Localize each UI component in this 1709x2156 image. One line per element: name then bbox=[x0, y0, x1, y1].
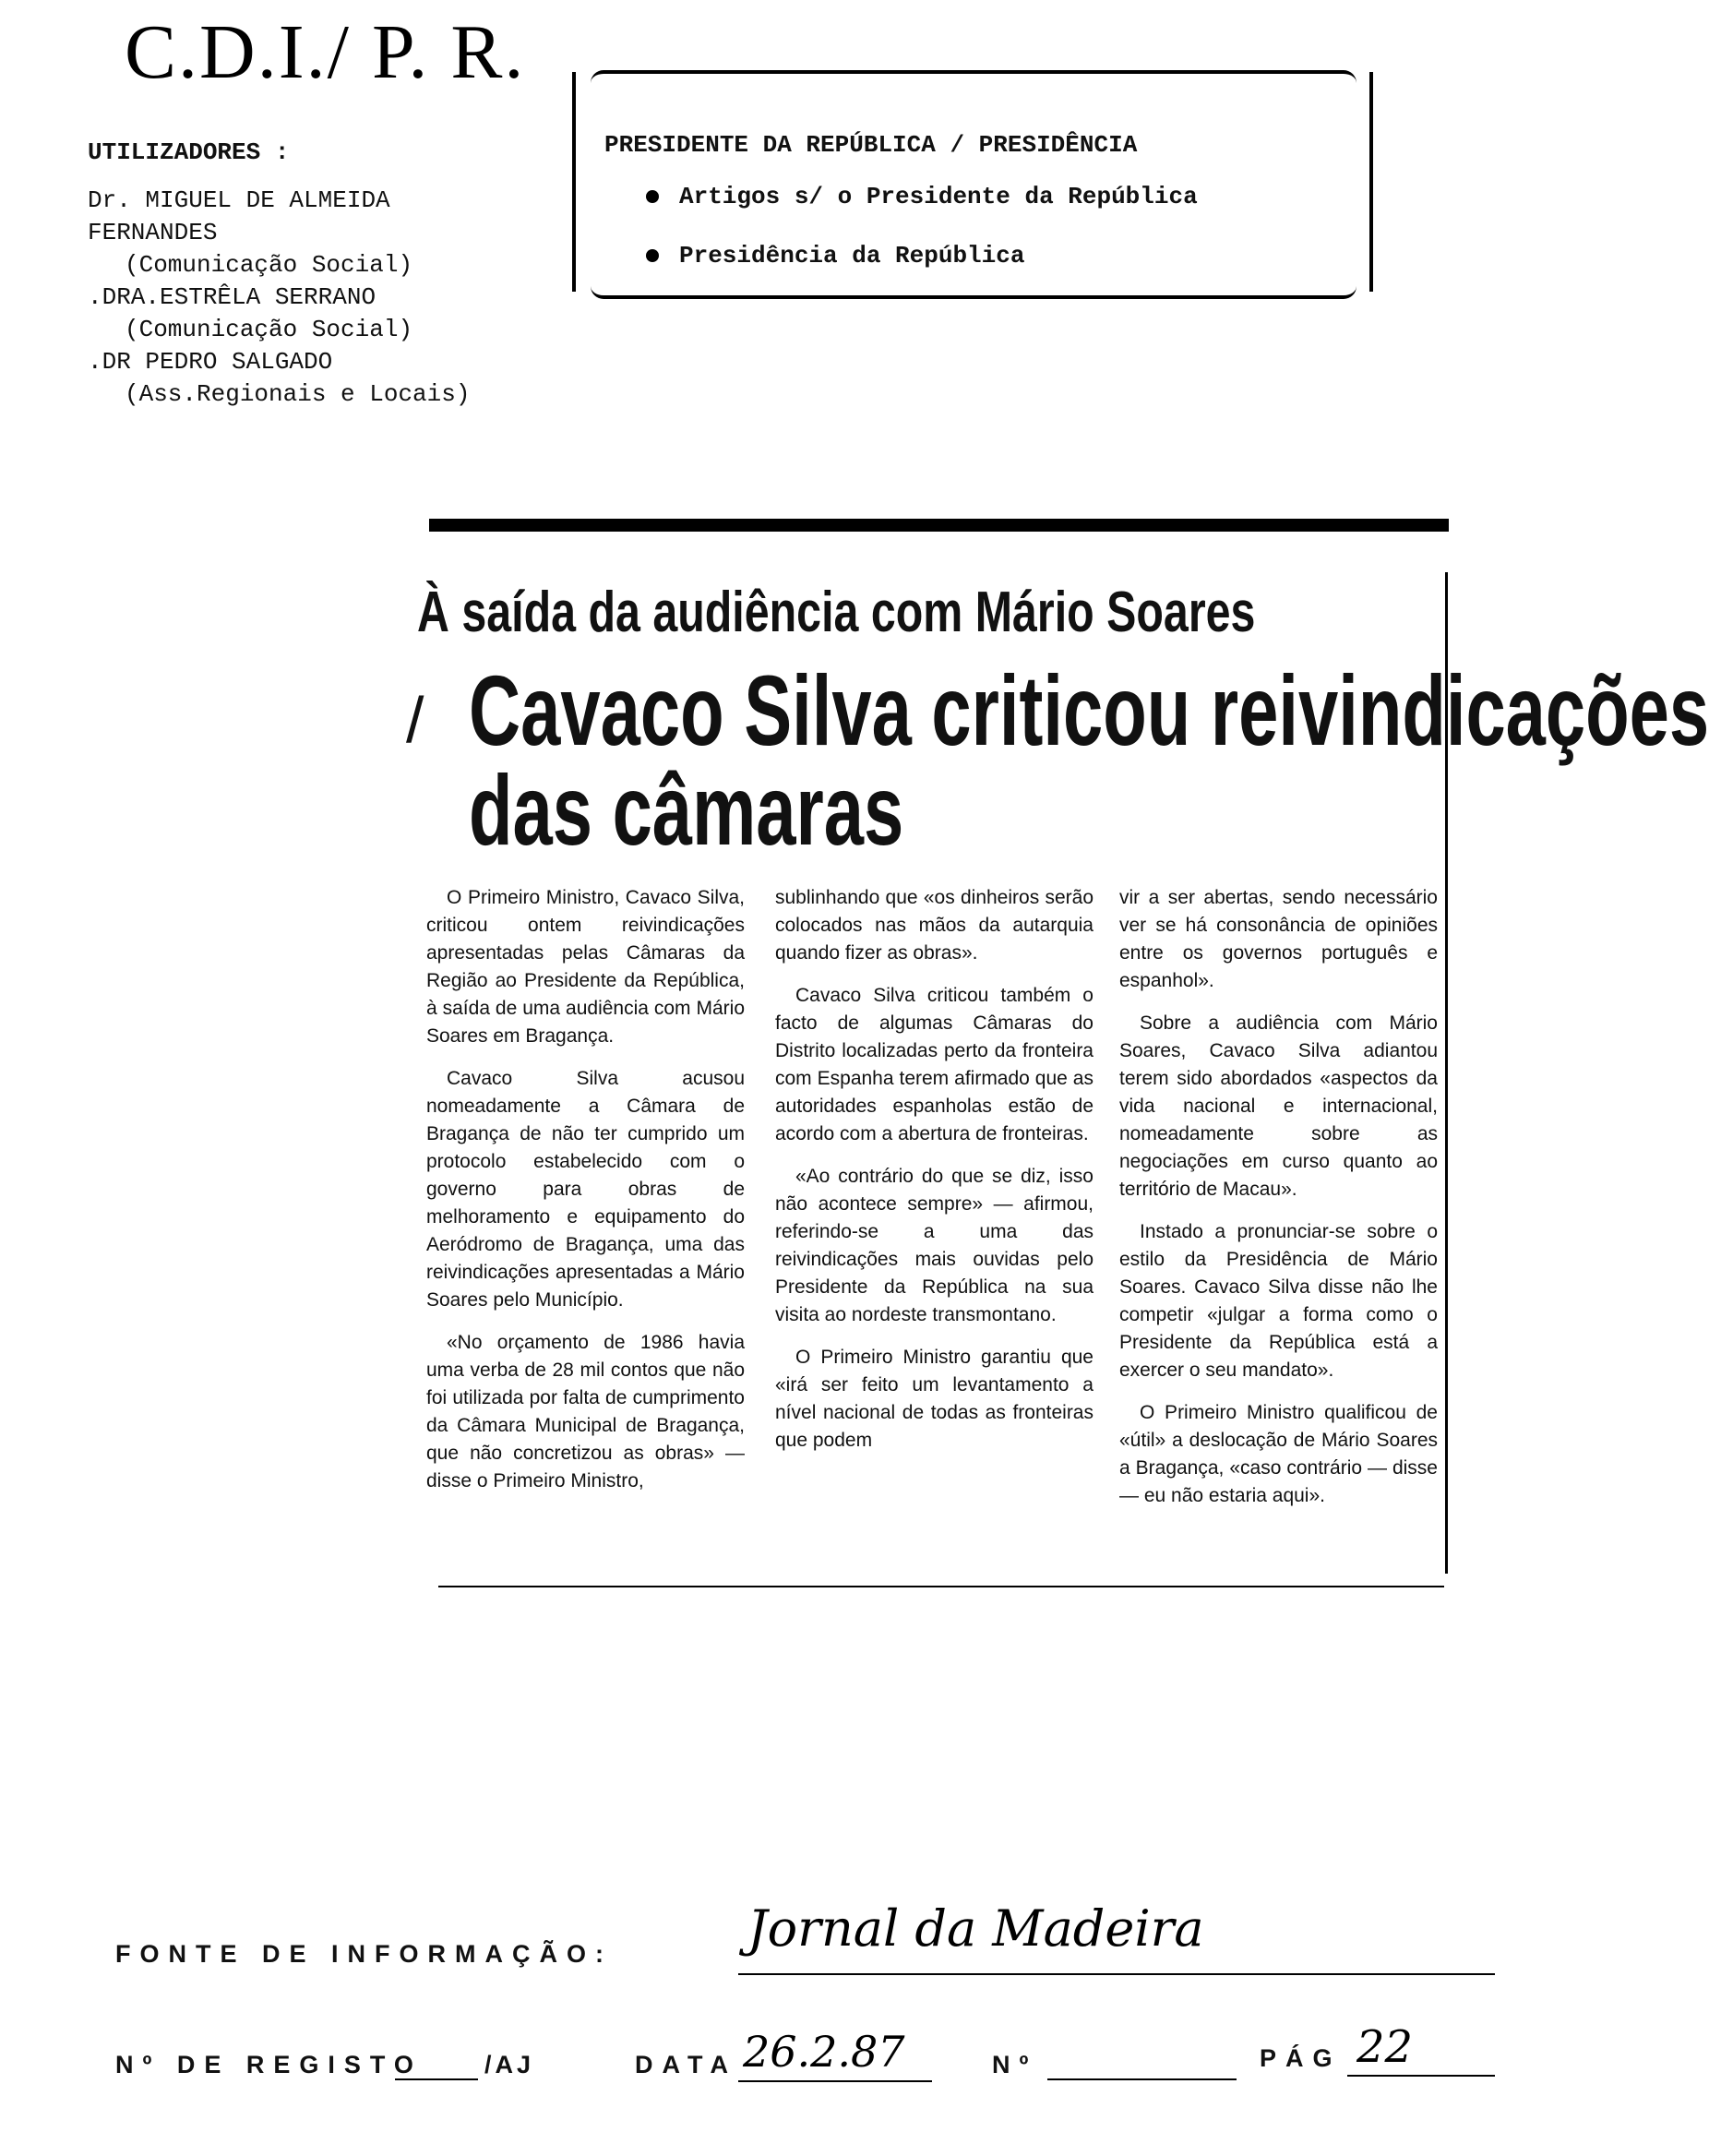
bullet-icon bbox=[646, 249, 659, 262]
number-underline bbox=[1047, 2078, 1237, 2080]
paragraph: Sobre a audiência com Mário Soares, Cavaco Silva adiantou terem sido abordados «aspectos da vida nacional e internacional, nomeadamente sobre as negociações em curso quanto ao território de Macau». bbox=[1119, 1012, 1438, 1200]
user-line: (Comunicação Social) bbox=[125, 251, 413, 279]
registry-label: Nº DE REGISTO bbox=[115, 2051, 423, 2078]
paragraph: «No orçamento de 1986 havia uma verba de 28 mil contos que não foi utilizada por falta de cumprimento da Câmara Municipal de Bragança, que não concretizou as obras» — disse o Primeiro Ministro, bbox=[426, 1332, 745, 1491]
paragraph: Instado a pronunciar-se sobre o estilo da Presidência de Mário Soares. Cavaco Silva disse não lhe competir «julgar a forma como o Presidente da República está a exercer o seu mandato». bbox=[1119, 1221, 1438, 1381]
page-underline bbox=[1347, 2075, 1495, 2077]
date-value: 26.2.87 bbox=[743, 2027, 905, 2077]
article-column-1 bbox=[426, 884, 745, 1510]
headline-line: Cavaco Silva criticou reivindicações bbox=[469, 654, 1709, 766]
article-column-2 bbox=[775, 884, 1094, 1469]
user-line: Dr. MIGUEL DE ALMEIDA bbox=[88, 186, 390, 214]
document-code: C.D.I./ P. R. bbox=[125, 9, 526, 95]
clipping-top-rule bbox=[429, 519, 1449, 532]
paragraph: O Primeiro Ministro garantiu que «irá ser feito um levantamento a nível nacional de todas as fronteiras que podem bbox=[775, 1347, 1094, 1451]
headline-line: das câmaras bbox=[469, 754, 904, 866]
paragraph: O Primeiro Ministro, Cavaco Silva, criticou ontem reivindicações apresentadas pelas Câmaras da Região ao Presidente da República, à saída de uma audiência com Mário Soares em Bragança. bbox=[426, 887, 745, 1047]
slash-mark: / bbox=[406, 684, 424, 756]
category-item bbox=[646, 183, 1198, 210]
paragraph: vir a ser abertas, sendo necessário ver se há consonância de opiniões entre os governos português e espanhol». bbox=[1119, 887, 1438, 991]
users-title: UTILIZADORES : bbox=[88, 138, 290, 166]
category-box-title: PRESIDENTE DA REPÚBLICA / PRESIDÊNCIA bbox=[604, 131, 1138, 159]
user-line: .DR PEDRO SALGADO bbox=[88, 348, 333, 376]
date-underline bbox=[738, 2080, 932, 2082]
source-value: Jornal da Madeira bbox=[747, 1899, 1204, 1958]
paragraph: Cavaco Silva criticou também o facto de algumas Câmaras do Distrito localizadas perto da fronteira com Espanha terem afirmado que as autoridades espanholas estão de acordo com a abertura de fronteiras. bbox=[775, 985, 1094, 1144]
category-box-bottom-border bbox=[591, 275, 1356, 299]
user-line: FERNANDES bbox=[88, 219, 218, 246]
users-list bbox=[88, 185, 470, 411]
user-line: .DRA.ESTRÊLA SERRANO bbox=[88, 283, 376, 311]
source-underline bbox=[738, 1973, 1495, 1975]
article-pre-headline: À saída da audiência com Mário Soares bbox=[417, 581, 1256, 644]
user-line: (Ass.Regionais e Locais) bbox=[125, 380, 471, 408]
category-item-label: Artigos s/ o Presidente da República bbox=[679, 183, 1198, 210]
source-label: FONTE DE INFORMAÇÃO: bbox=[115, 1940, 613, 1968]
paragraph: O Primeiro Ministro qualificou de «útil» a deslocação de Mário Soares a Bragança, «caso contrário — disse — eu não estaria aqui». bbox=[1119, 1402, 1438, 1506]
page-label: PÁG bbox=[1260, 2044, 1342, 2072]
clipping-bottom-rule bbox=[438, 1586, 1444, 1587]
page-value: 22 bbox=[1356, 2021, 1414, 2073]
paragraph: Cavaco Silva acusou nomeadamente a Câmara de Bragança de não ter cumprido um protocolo estabelecido com o governo para obras de melhoramento e equipamento do Aeródromo de Bragança, uma das reivindicações apresentadas a Mário Soares pelo Município. bbox=[426, 1068, 745, 1311]
bullet-icon bbox=[646, 190, 659, 203]
date-label: DATA bbox=[635, 2051, 737, 2078]
article-headline bbox=[469, 654, 1709, 866]
registry-underline bbox=[395, 2078, 478, 2080]
user-line: (Comunicação Social) bbox=[125, 316, 413, 343]
category-box-top-border bbox=[591, 70, 1356, 94]
article-column-3 bbox=[1119, 884, 1438, 1525]
category-item-label: Presidência da República bbox=[679, 242, 1025, 270]
registry-suffix: /AJ bbox=[484, 2051, 535, 2078]
paragraph: «Ao contrário do que se diz, isso não acontece sempre» — afirmou, referindo-se a uma das reivindicações mais ouvidas pelo Presidente da República na sua visita ao nordeste transmontano. bbox=[775, 1166, 1094, 1325]
paragraph: sublinhando que «os dinheiros serão colocados nas mãos da autarquia quando fizer as obras». bbox=[775, 887, 1094, 964]
number-label: Nº bbox=[992, 2051, 1038, 2078]
category-item bbox=[646, 242, 1024, 270]
